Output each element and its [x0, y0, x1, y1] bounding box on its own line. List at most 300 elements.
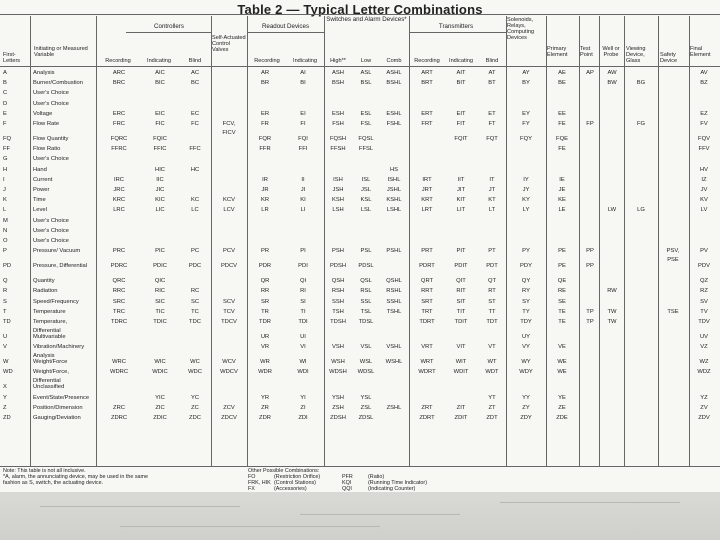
cell-tx-recording: WRT: [420, 359, 434, 366]
cell-viewing-glass: BG: [636, 80, 646, 87]
cell-switch-comb: BSHL: [386, 80, 402, 87]
cell-tx-recording: PRT: [421, 248, 433, 255]
group-final: Final Element: [690, 46, 711, 58]
header-self-actuated: Self-Actuated Control Valves: [212, 35, 246, 53]
cell-switch-high: QSH: [331, 278, 345, 285]
cell-read-recording: TR: [261, 308, 269, 315]
cell-read-recording: FR: [261, 121, 269, 127]
cell-read-indicating: TDI: [298, 319, 308, 325]
cell-tx-blind: RT: [488, 288, 496, 295]
cell-ctrl-blind: KC: [190, 197, 200, 204]
cell-switch-high: VSH: [332, 344, 344, 351]
cell-primary-element: FE: [558, 121, 566, 127]
cell-self-actuated: WCV: [222, 359, 236, 366]
cell-first-letter: ZD: [3, 415, 11, 421]
cell-switch-high: TDSH: [330, 319, 346, 325]
cell-switch-high: ESH: [332, 110, 344, 117]
cell-first-letter: K: [3, 197, 7, 204]
cell-tx-indicating: QIT: [456, 278, 466, 285]
cell-primary-element: ZDE: [556, 415, 568, 421]
cell-variable: User's Choice: [33, 90, 69, 97]
cell-test-point: PP: [586, 263, 594, 270]
cell-ctrl-blind: WDC: [188, 369, 202, 376]
cell-tx-indicating: ZDIT: [454, 415, 468, 421]
cell-ctrl-indicating: PIC: [155, 248, 165, 255]
cell-tx-blind: WT: [487, 359, 497, 366]
cell-tx-blind: BT: [488, 80, 496, 87]
cell-solenoid: IY: [523, 176, 529, 183]
col-rule: [409, 16, 410, 466]
cell-ctrl-indicating: TDIC: [153, 319, 167, 325]
cell-read-recording: TDR: [259, 319, 271, 325]
cell-solenoid: ZY: [522, 404, 530, 411]
cell-switch-comb: FSHL: [386, 121, 402, 127]
cell-ctrl-recording: LRC: [113, 207, 125, 214]
cell-tx-recording: TDRT: [419, 319, 435, 325]
cell-final-element: JV: [700, 187, 708, 193]
cell-switch-low: WDSL: [357, 369, 375, 376]
note-line: *A, alarm, the annunciating device, may be used in the same: [3, 474, 149, 481]
header-read-recording: Recording: [254, 58, 280, 64]
header-ctrl-blind: Blind: [188, 58, 202, 64]
cell-ctrl-recording: KRC: [112, 197, 126, 204]
cell-variable: Unclassified: [33, 384, 65, 391]
cell-read-recording: YR: [260, 394, 270, 401]
cell-tx-indicating: BIT: [456, 80, 466, 87]
cell-variable: Weight/Force: [33, 359, 68, 366]
cell-switch-low: ESL: [360, 110, 372, 117]
cell-tx-blind: ZDT: [486, 415, 498, 421]
cell-tx-blind: JT: [488, 187, 496, 193]
cell-switch-low: ASL: [360, 70, 372, 76]
cell-well-probe: LW: [607, 207, 617, 214]
cell-read-recording: FFR: [259, 146, 271, 153]
cell-read-indicating: FI: [300, 121, 306, 127]
cell-tx-blind: TT: [488, 308, 496, 315]
cell-tx-blind: WDT: [485, 369, 499, 376]
cell-switch-high: LSH: [332, 207, 344, 214]
cell-self-actuated: SCV: [223, 298, 235, 305]
cell-first-letter: N: [3, 227, 8, 234]
cell-solenoid: JY: [522, 187, 530, 193]
cell-variable: Multivariable: [33, 334, 66, 340]
cell-ctrl-blind: HC: [190, 166, 200, 173]
cell-switch-high: ZSH: [332, 404, 344, 411]
group-safety: Safety Device: [660, 52, 678, 64]
cell-primary-element: FQE: [556, 136, 568, 142]
cell-primary-element: PE: [558, 263, 566, 270]
group-rule: [410, 32, 506, 33]
cell-final-element: TV: [700, 308, 708, 315]
cell-variable: Voltage: [33, 110, 53, 117]
cell-switch-comb: SSHL: [386, 298, 402, 305]
cell-switch-comb: PSHL: [386, 248, 402, 255]
cell-first-letter: L: [3, 207, 7, 214]
cell-ctrl-recording: FQRC: [110, 136, 128, 142]
cell-read-indicating: PI: [300, 248, 306, 255]
cell-switch-high: ZDSH: [330, 415, 346, 421]
cell-primary-element: RE: [557, 288, 567, 295]
combo-code: FO: [248, 474, 256, 480]
cell-ctrl-recording: QRC: [112, 278, 126, 285]
cell-ctrl-indicating: QIC: [154, 278, 166, 285]
cell-ctrl-recording: PDRC: [110, 263, 128, 270]
cell-ctrl-indicating: FIC: [155, 121, 165, 127]
cell-solenoid: RY: [522, 288, 530, 295]
header-high: High**: [330, 58, 346, 64]
cell-tx-recording: ART: [421, 70, 433, 76]
cell-ctrl-recording: ERC: [112, 110, 126, 117]
col-rule: [30, 16, 31, 466]
cell-tx-blind: LT: [488, 207, 496, 214]
cell-self-actuated: KCV: [223, 197, 235, 204]
cell-tx-indicating: WIT: [455, 359, 467, 366]
cell-tx-blind: KT: [488, 197, 496, 204]
cell-ctrl-indicating: WIC: [154, 359, 166, 366]
cell-first-letter: Z: [3, 404, 7, 411]
cell-variable: Power: [33, 187, 50, 193]
cell-tx-recording: ZDRT: [419, 415, 435, 421]
cell-switch-low: ZSL: [360, 404, 372, 411]
cell-switch-high: FFSH: [330, 146, 346, 153]
cell-self-actuated: FCV, FICV: [222, 121, 236, 136]
cell-ctrl-indicating: BIC: [155, 80, 165, 87]
cell-variable: Position/Dimension: [33, 404, 83, 411]
col-rule: [324, 16, 325, 466]
background-floor: [0, 492, 720, 540]
cell-switch-high: YSH: [332, 394, 344, 401]
cell-self-actuated: ZDCV: [221, 415, 237, 421]
group-viewing: Viewing Device, Glass: [626, 46, 646, 64]
cell-variable: Vibration/Machinery Analysis: [33, 344, 85, 360]
col-rule: [624, 16, 625, 466]
cell-final-element: ZDV: [698, 415, 710, 421]
cell-solenoid: TDY: [520, 319, 532, 325]
cell-tx-blind: FT: [488, 121, 496, 127]
cell-variable: Flow Quantity: [33, 136, 69, 142]
cell-final-element: EZ: [700, 110, 708, 117]
cell-switch-high: PDSH: [329, 263, 347, 270]
cell-final-element: KV: [700, 197, 708, 204]
cell-well-probe: TW: [607, 308, 617, 315]
cell-test-point: TP: [586, 308, 594, 315]
cell-ctrl-blind: AC: [190, 70, 200, 76]
cell-solenoid: UY: [521, 334, 531, 340]
cell-read-indicating: KI: [300, 197, 306, 204]
other-combos-title: Other Possible Combinations:: [248, 468, 320, 474]
cell-read-recording: KR: [260, 197, 270, 204]
cell-solenoid: FY: [522, 121, 530, 127]
cell-safety-device: TSE: [667, 308, 679, 315]
cell-tx-recording: VRT: [421, 344, 433, 351]
cell-tx-blind: QT: [487, 278, 497, 285]
cell-ctrl-blind: WC: [190, 359, 200, 366]
cell-read-recording: BR: [260, 80, 270, 87]
cell-read-indicating: FQI: [298, 136, 308, 142]
cell-final-element: YZ: [700, 394, 708, 401]
cell-tx-recording: LRT: [421, 207, 433, 214]
cell-ctrl-indicating: KIC: [155, 197, 165, 204]
cell-ctrl-indicating: TIC: [155, 308, 165, 315]
cell-ctrl-indicating: FQIC: [153, 136, 167, 142]
cell-first-letter: G: [3, 156, 8, 163]
cell-ctrl-recording: WDRC: [109, 369, 129, 376]
cell-tx-recording: JRT: [421, 187, 433, 193]
group-well: Well or Probe: [602, 46, 620, 58]
cell-ctrl-indicating: PDIC: [153, 263, 167, 270]
cell-solenoid: ZDY: [520, 415, 532, 421]
cell-first-letter: U: [3, 334, 8, 340]
cell-final-element: FV: [700, 121, 708, 127]
rule-header: [0, 66, 720, 67]
cell-ctrl-recording: IRC: [114, 176, 124, 183]
group-primary: Primary Element: [547, 46, 568, 58]
cell-ctrl-indicating: SIC: [155, 298, 165, 305]
cell-tx-indicating: JIT: [456, 187, 466, 193]
cell-tx-indicating: FIT: [456, 121, 466, 127]
cell-solenoid: FQY: [520, 136, 532, 142]
col-rule: [506, 16, 507, 466]
cell-final-element: RZ: [700, 288, 708, 295]
col-rule: [658, 16, 659, 466]
cell-read-indicating: ZI: [300, 404, 306, 411]
cell-switch-comb: ISHL: [387, 176, 401, 183]
cell-switch-low: RSL: [360, 288, 372, 295]
cell-solenoid: YY: [522, 394, 530, 401]
cell-tx-indicating: WDIT: [453, 369, 469, 376]
cell-solenoid: AY: [522, 70, 530, 76]
cell-solenoid: TY: [522, 308, 530, 315]
cell-switch-comb: TSHL: [386, 308, 402, 315]
cell-tx-blind: AT: [488, 70, 496, 76]
cell-ctrl-indicating: WDIC: [152, 369, 168, 376]
cell-ctrl-indicating: HIC: [155, 166, 165, 173]
cell-tx-indicating: FQIT: [454, 136, 468, 142]
cell-read-recording: VR: [260, 344, 270, 351]
cell-tx-recording: RRT: [421, 288, 433, 295]
cell-tx-recording: IRT: [422, 176, 432, 183]
cell-switch-comb: ASHL: [386, 70, 402, 76]
cell-read-indicating: SI: [300, 298, 306, 305]
cell-variable: Flow Rate: [33, 121, 60, 127]
cell-switch-comb: ZSHL: [386, 404, 402, 411]
cell-switch-high: WDSH: [329, 369, 347, 376]
cell-tx-indicating: AIT: [456, 70, 466, 76]
cell-ctrl-blind: ZDC: [189, 415, 201, 421]
cell-tx-indicating: EIT: [456, 110, 466, 117]
cell-read-indicating: VI: [300, 344, 306, 351]
cell-self-actuated: LCV: [223, 207, 235, 214]
cell-primary-element: LE: [558, 207, 566, 214]
cell-tx-blind: YT: [488, 394, 496, 401]
cell-switch-comb: VSHL: [386, 344, 402, 351]
cell-well-probe: AW: [607, 70, 617, 76]
cell-read-recording: PR: [260, 248, 270, 255]
cell-ctrl-recording: BRC: [112, 80, 126, 87]
cell-tx-blind: TDT: [486, 319, 498, 325]
cell-first-letter: F: [3, 121, 7, 127]
cell-first-letter: PD: [3, 263, 12, 270]
cell-tx-blind: VT: [488, 344, 496, 351]
cell-read-indicating: JI: [300, 187, 306, 193]
cell-ctrl-indicating: FFIC: [153, 146, 167, 153]
cell-ctrl-blind: PDC: [188, 263, 202, 270]
cell-switch-low: ZDSL: [358, 415, 374, 421]
cell-ctrl-blind: SC: [190, 298, 200, 305]
cell-ctrl-recording: FFRC: [111, 146, 127, 153]
cell-tx-indicating: IIT: [457, 176, 465, 183]
group-rule: [126, 32, 212, 33]
cell-tx-indicating: LIT: [456, 207, 466, 214]
cell-read-indicating: AI: [300, 70, 306, 76]
combo-desc: (Running Time Indicator): [368, 480, 428, 487]
cell-switch-high: JSH: [332, 187, 344, 193]
cell-switch-low: JSL: [361, 187, 371, 193]
cell-first-letter: P: [3, 248, 7, 255]
cell-switch-comb: RSHL: [386, 288, 402, 295]
cell-primary-element: KE: [558, 197, 566, 204]
cell-variable: Temperature, Differential: [33, 319, 68, 334]
cell-final-element: PV: [700, 248, 708, 255]
cell-tx-blind: PT: [488, 248, 496, 255]
cell-final-element: QZ: [699, 278, 709, 285]
cell-first-letter: WD: [3, 369, 13, 376]
cell-solenoid: EY: [522, 110, 530, 117]
header-initiating: Initiating or Measured Variable: [34, 46, 88, 58]
cell-read-indicating: QI: [299, 278, 307, 285]
cell-variable: Pressure, Differential: [33, 263, 88, 270]
cell-test-point: PP: [586, 248, 594, 255]
col-rule: [689, 16, 690, 466]
cell-first-letter: FF: [3, 146, 11, 153]
cell-final-element: SV: [700, 298, 708, 305]
cell-tx-indicating: ZIT: [456, 404, 466, 411]
cell-read-recording: LR: [261, 207, 269, 214]
cell-switch-high: FSH: [332, 121, 344, 127]
cell-switch-low: TDSL: [358, 319, 374, 325]
cell-ctrl-recording: JRC: [113, 187, 125, 193]
cell-tx-indicating: VIT: [456, 344, 466, 351]
cell-primary-element: BE: [558, 80, 566, 87]
cell-variable: User's Choice: [33, 227, 69, 234]
header-read-indicating: Indicating: [293, 58, 317, 64]
cell-switch-low: FSL: [360, 121, 372, 127]
cell-tx-recording: WDRT: [418, 369, 436, 376]
col-rule: [546, 16, 547, 466]
cell-variable: Event/State/Presence: [33, 394, 90, 401]
cell-tx-indicating: PIT: [456, 248, 466, 255]
cell-switch-low: KSL: [360, 197, 372, 204]
cell-ctrl-recording: ZRC: [113, 404, 125, 411]
cell-primary-element: JE: [558, 187, 566, 193]
cell-primary-element: PE: [558, 248, 566, 255]
cell-ctrl-indicating: JIC: [155, 187, 165, 193]
cell-solenoid: WDY: [519, 369, 533, 376]
cell-self-actuated: TCV: [223, 308, 235, 315]
combo-code: QQI: [342, 486, 352, 493]
cell-switch-low: TSL: [360, 308, 372, 315]
cell-switch-low: YSL: [360, 394, 372, 401]
cell-read-indicating: UI: [300, 334, 306, 340]
cell-first-letter: D: [3, 100, 8, 107]
cell-solenoid: SY: [522, 298, 530, 305]
cell-ctrl-blind: RC: [190, 288, 200, 295]
cell-read-recording: ZDR: [259, 415, 271, 421]
cell-tx-blind: ST: [488, 298, 496, 305]
cell-switch-high: PSH: [332, 248, 344, 255]
table-title: Table 2 — Typical Letter Combinations: [237, 2, 483, 17]
cell-ctrl-blind: EC: [190, 110, 200, 117]
cell-read-indicating: WDI: [297, 369, 309, 376]
cell-tx-indicating: PDIT: [454, 263, 468, 270]
cell-switch-low: PDSL: [358, 263, 374, 270]
cell-switch-low: ISL: [361, 176, 371, 183]
cell-switch-low: QSL: [360, 278, 372, 285]
cell-viewing-glass: LG: [637, 207, 645, 214]
cell-switch-high: ISH: [333, 176, 343, 183]
cell-read-recording: ER: [260, 110, 270, 117]
cell-read-indicating: WI: [299, 359, 307, 366]
col-rule: [599, 16, 600, 466]
cell-final-element: IZ: [701, 176, 707, 183]
group-test: Test Point: [580, 46, 593, 58]
cell-switch-low: WSL: [359, 359, 373, 366]
note-line: Note: This table is not all inclusive.: [3, 468, 86, 474]
cell-variable: Burner/Combustion: [33, 80, 83, 87]
cell-read-indicating: TI: [300, 308, 306, 315]
cell-first-letter: V: [3, 344, 7, 351]
cell-well-probe: TW: [607, 319, 617, 325]
header-tx-recording: Recording: [414, 58, 440, 64]
cell-tx-recording: QRT: [420, 278, 434, 285]
cell-viewing-glass: FG: [636, 121, 646, 127]
cell-switch-comb: KSHL: [386, 197, 402, 204]
cell-switch-low: BSL: [360, 80, 372, 87]
group-controllers: Controllers: [154, 23, 184, 30]
cell-solenoid: WY: [521, 359, 531, 366]
cell-first-letter: B: [3, 80, 7, 87]
cell-primary-element: YE: [558, 394, 566, 401]
cell-ctrl-indicating: YIC: [155, 394, 165, 401]
cell-ctrl-blind: TDC: [189, 319, 201, 325]
cell-well-probe: RW: [607, 288, 617, 295]
cell-variable: Analysis: [33, 70, 55, 76]
cell-ctrl-blind: BC: [190, 80, 200, 87]
combo-desc: (Indicating Counter): [368, 486, 416, 493]
combo-code: FRK, HIK: [248, 480, 271, 487]
cell-switch-high: RSH: [331, 288, 345, 295]
cell-ctrl-recording: FRC: [113, 121, 125, 127]
cell-ctrl-blind: LC: [191, 207, 199, 214]
cell-tx-blind: ET: [488, 110, 496, 117]
cell-primary-element: TE: [558, 308, 566, 315]
cell-final-element: AV: [700, 70, 708, 76]
cell-first-letter: X: [3, 384, 7, 391]
cell-primary-element: SE: [558, 298, 566, 305]
cell-tx-indicating: RIT: [456, 288, 466, 295]
cell-ctrl-blind: YC: [190, 394, 200, 401]
cell-tx-indicating: KIT: [456, 197, 466, 204]
cell-switch-comb: QSHL: [386, 278, 402, 285]
cell-read-recording: JR: [261, 187, 269, 193]
cell-first-letter: W: [3, 359, 9, 366]
cell-tx-recording: FRT: [421, 121, 433, 127]
col-rule: [211, 16, 212, 466]
cell-ctrl-blind: ZC: [191, 404, 199, 411]
cell-first-letter: S: [3, 298, 7, 305]
cell-ctrl-recording: RRC: [112, 288, 126, 295]
cell-first-letter: M: [3, 217, 8, 224]
